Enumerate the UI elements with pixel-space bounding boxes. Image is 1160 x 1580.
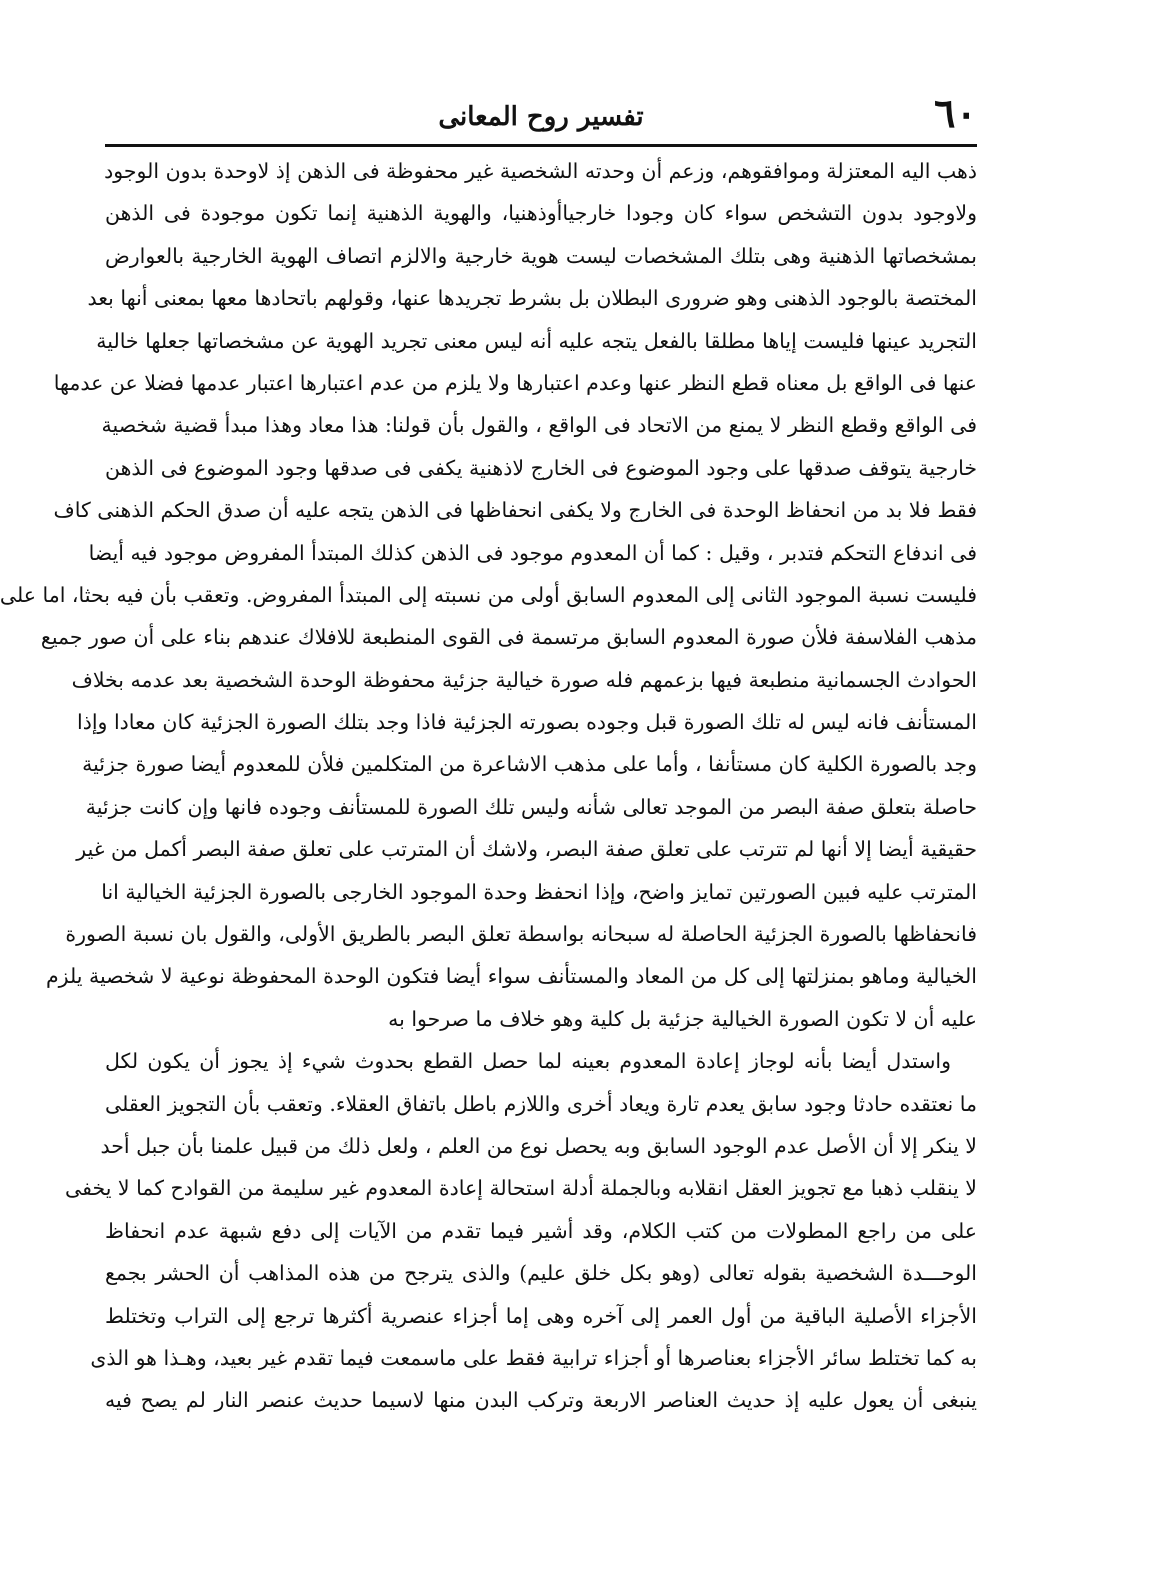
text-line: فليست نسبة الموجود الثانى إلى المعدوم السابق أولى من نسبته إلى المبتدأ المفروض. وتعقب بأن فيه بحثا، اما على xyxy=(0,582,977,607)
text-line: عنها فى الواقع بل معناه قطع النظر عنها وعدم اعتبارها ولا يلزم من عدم اعتبارها اعتبار عدمها فضلا عن عدمها xyxy=(53,370,977,395)
text-line: فقط فلا بد من انحفاظ الوحدة فى الخارج ولا يكفى انحفاظها فى الذهن يتجه عليه أن صدق الحكم الذهنى كاف xyxy=(53,498,977,523)
text-line: على من راجع المطولات من كتب الكلام، وقد أشير فيما تقدم من الآيات إلى دفع شبهة عدم انحفاظ xyxy=(105,1218,977,1243)
text-line: حقيقية أيضا إلا أنها لم تترتب على تعلق صفة البصر، ولاشك أن المترتب على تعلق صفة البصر أكمل من غير xyxy=(76,837,977,862)
text-line: المختصة بالوجود الذهنى وهو ضرورى البطلان بل بشرط تجريدها عنها، وقولهم باتحادها معها بمعنى أنها بعد xyxy=(87,286,977,311)
text-line: فى الواقع وقطع النظر لا يمنع من الاتحاد فى الواقع ، والقول بأن قولنا: هذا معاد وهذا مبدأ قضية شخصية xyxy=(101,413,977,438)
text-line: لا ينكر إلا أن الأصل عدم الوجود السابق وبه يحصل نوع من العلم ، ولعل ذلك من قبيل علمنا بأن جبل أحد xyxy=(100,1133,977,1158)
text-line: التجريد عينها فليست إياها مطلقا بالفعل يتجه عليه أنه ليس معنى تجريد الهوية عن مشخصاتها جعلها خالية xyxy=(96,328,977,353)
body-text xyxy=(0,150,977,1422)
text-line: ذهب اليه المعتزلة وموافقوهم، وزعم أن وحدته الشخصية غير محفوظة فى الذهن إذ لاوحدة بدون الوجود xyxy=(104,159,977,183)
text-line: لا ينقلب ذهبا مع تجويز العقل انقلابه وبالجملة أدلة استحالة إعادة المعدوم غير سليمة من القوادح كما لا يخفى xyxy=(65,1176,977,1201)
text-line: فانحفاظها بالصورة الجزئية الحاصلة له سبحانه بواسطة تعلق البصر بالطريق الأولى، والقول بان نسبة الصورة xyxy=(65,922,977,947)
text-line-paragraph-start: واستدل أيضا بأنه لوجاز إعادة المعدوم بعينه لما حصل القطع بحدوث شيء إذ يجوز أن يكون لكل xyxy=(105,1049,951,1074)
text-line: ما نعتقده حادثا وجود سابق يعدم تارة ويعاد أخرى واللازم باطل باتفاق العقلاء. وتعقب بأن التجويز العقلى xyxy=(105,1091,977,1116)
text-line: به كما تختلط سائر الأجزاء بعناصرها أو أجزاء ترابية فقط على ماسمعت فيما تقدم غير بعيد، وهـذا هو الذى xyxy=(90,1345,977,1370)
text-line: المستأنف فانه ليس له تلك الصورة قبل وجوده بصورته الجزئية فاذا وجد بتلك الصورة الجزئية كان معادا وإذا xyxy=(77,710,977,735)
page-header xyxy=(105,92,977,144)
text-line: بمشخصاتها الذهنية وهى بتلك المشخصات ليست هوية خارجية والالزم اتصاف الهوية الخارجية بالعوارض xyxy=(105,243,977,268)
header-rule xyxy=(105,144,977,147)
text-line: مذهب الفلاسفة فلأن صورة المعدوم السابق مرتسمة فى القوى المنطبعة للافلاك عندهم بناء على أن صور جميع xyxy=(40,625,977,650)
text-line: المترتب عليه فبين الصورتين تمايز واضح، وإذا انحفظ وحدة الموجود الخارجى بالصورة الجزئية الخيالية انا xyxy=(101,879,977,904)
page-number: ٦٠ xyxy=(934,90,977,137)
text-line: الوحـــدة الشخصية بقوله تعالى (وهو بكل خلق عليم) والذى يترجح من هذه المذاهب أن الحشر بجمع xyxy=(105,1261,977,1286)
text-line: ينبغى أن يعول عليه إذ حديث العناصر الاربعة وتركب البدن منها لاسيما حديث عنصر النار لم يصح فيه xyxy=(105,1388,977,1413)
text-line-paragraph-end: عليه أن لا تكون الصورة الخيالية جزئية بل كلية وهو خلاف ما صرحوا به xyxy=(388,1006,977,1031)
text-line: حاصلة بتعلق صفة البصر من الموجد تعالى شأنه وليس تلك الصورة للمستأنف وجوده فانها وإن كانت جزئية xyxy=(85,794,977,819)
text-line: ولاوجود بدون التشخص سواء كان وجودا خارجياأوذهنيا، والهوية الذهنية إنما تكون موجودة فى الذهن xyxy=(105,201,977,226)
text-line: خارجية يتوقف صدقها على وجود الموضوع فى الخارج لاذهنية يكفى فى صدقها وجود الموضوع فى الذهن xyxy=(105,455,977,480)
text-line: الحوادث الجسمانية منطبعة فيها بزعمهم فله صورة خيالية جزئية محفوظة الوحدة الشخصية بعد عدمه بخلاف xyxy=(71,667,977,692)
text-line: الخيالية وماهو بمنزلتها إلى كل من المعاد والمستأنف سواء أيضا فتكون الوحدة المحفوظة نوعية لا شخصية يلزم xyxy=(45,964,977,989)
text-line: وجد بالصورة الكلية كان مستأنفا ، وأما على مذهب الاشاعرة من المتكلمين فلأن للمعدوم أيضا صورة جزئية xyxy=(82,752,977,777)
text-line: فى اندفاع التحكم فتدبر ، وقيل : كما أن المعدوم موجود فى الذهن كذلك المبتدأ المفروض موجود فيه أيضا xyxy=(88,540,977,565)
running-title: تفسير روح المعانى xyxy=(438,102,644,132)
text-line: الأجزاء الأصلية الباقية من أول العمر إلى آخره وهى إما أجزاء عنصرية أكثرها ترجع إلى التراب وتختلط xyxy=(105,1303,977,1328)
